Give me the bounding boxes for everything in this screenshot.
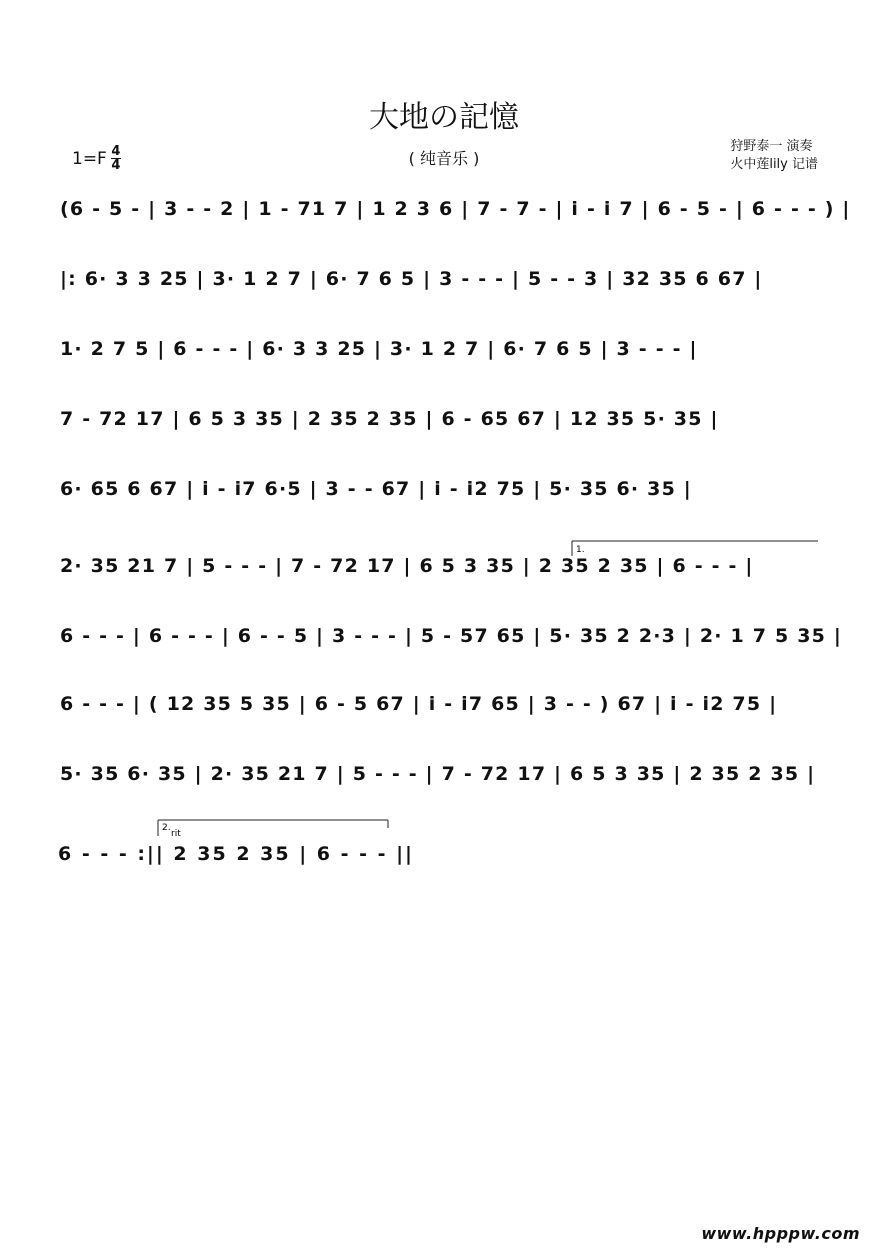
time-top: 4: [111, 144, 121, 159]
score-subtitle: ( 纯音乐 ): [408, 149, 480, 168]
notation-row: 6· 65 6 67 | i - i7 6·5 | 3 - - 67 | i - i2 75 | 5· 35 6· 35 |: [60, 478, 692, 500]
time-bottom: 4: [111, 158, 121, 173]
notation-row: |: 6· 3 3 25 | 3· 1 2 7 | 6· 7 6 5 | 3 - - - | 5 - - 3 | 32 35 6 67 |: [60, 268, 763, 290]
notation-row: 1· 2 7 5 | 6 - - - | 6· 3 3 25 | 3· 1 2 7 | 6· 7 6 5 | 3 - - - |: [60, 338, 698, 360]
notation-row: 2· 35 21 7 | 5 - - - | 7 - 72 17 | 6 5 3 35 | 2 35 2 35 | 6 - - - |: [60, 555, 754, 577]
notation-row: 5· 35 6· 35 | 2· 35 21 7 | 5 - - - | 7 - 72 17 | 6 5 3 35 | 2 35 2 35 |: [60, 763, 816, 785]
score-title: 大地の記憶: [369, 100, 519, 135]
key-label: 1=F: [72, 148, 107, 169]
volta2-label: 2.: [162, 823, 171, 833]
rit-marking: rit: [171, 829, 181, 839]
notation-row: 6 - - - | ( 12 35 5 35 | 6 - 5 67 | i - i7 65 | 3 - - ) 67 | i - i2 75 |: [60, 693, 778, 715]
notation-row: 7 - 72 17 | 6 5 3 35 | 2 35 2 35 | 6 - 65 67 | 12 35 5· 35 |: [60, 408, 719, 430]
notation-row: 6 - - - | 6 - - - | 6 - - 5 | 3 - - - | 5 - 57 65 | 5· 35 2 2·3 | 2· 1 7 5 35 |: [60, 625, 843, 647]
notation-row: 6 - - - :|| 2 35 2 35 | 6 - - - ||: [58, 843, 414, 865]
transcriber-credit: 火中莲lily 记谱: [730, 157, 818, 172]
volta1-label: 1.: [576, 545, 585, 555]
performer-credit: 狩野泰一 演奏: [730, 139, 813, 154]
notation-row: (6 - 5 - | 3 - - 2 | 1 - 71 7 | 1 2 3 6 | 7 - 7 - | i - i 7 | 6 - 5 - | 6 - - - ) |: [60, 198, 851, 220]
site-watermark: www.hpppw.com: [701, 1224, 860, 1243]
